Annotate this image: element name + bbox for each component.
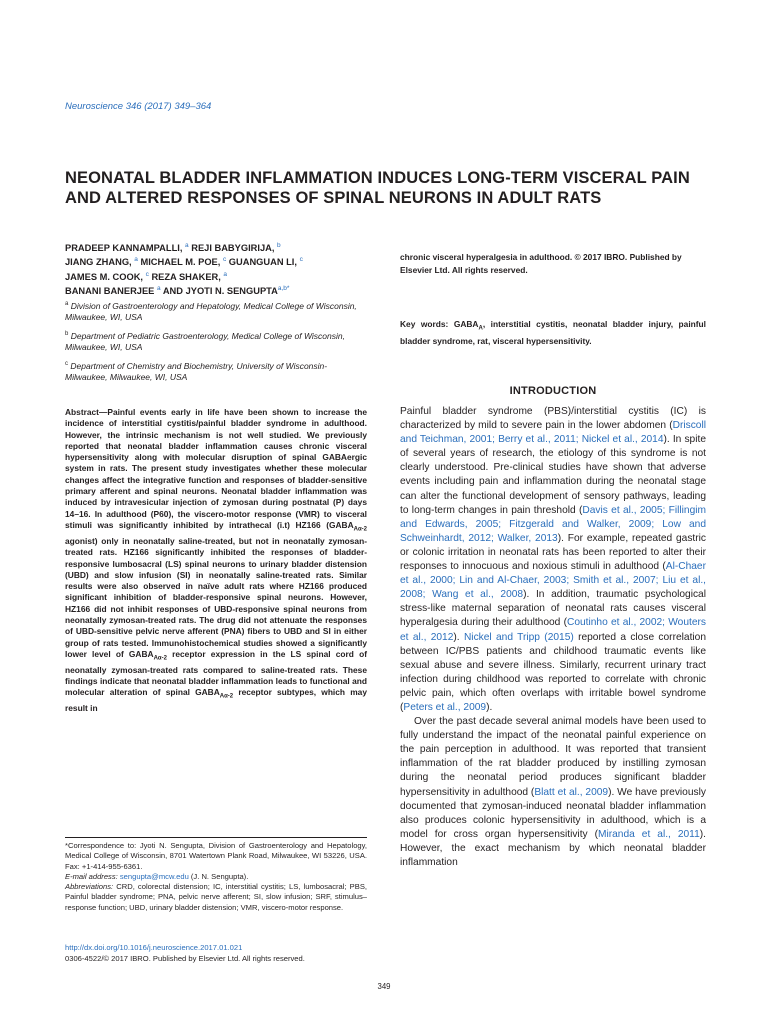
body-text: ). xyxy=(453,631,464,643)
email-suffix: (J. N. Sengupta). xyxy=(188,871,249,881)
affiliation-label: a xyxy=(65,301,69,307)
page-number: 349 xyxy=(377,982,391,991)
journal-reference[interactable]: Neuroscience 346 (2017) 349–364 xyxy=(65,101,212,112)
abstract-lead: Abstract— xyxy=(65,407,108,417)
abstract-subscript: Aα-2 xyxy=(153,655,167,662)
body-text: ). In spite of several years of research, the etiology of this syndrome is not clearly understood. Pre-clinical studies have shown that adverse events including pain and inflammation during the neonatal stage can alter the functional development of sensory pathways, leading to long-term changes in pain threshold ( xyxy=(400,434,706,516)
author-affiliation-mark[interactable]: c xyxy=(145,270,149,278)
author: JAMES M. COOK, xyxy=(65,271,143,282)
author-affiliation-mark[interactable]: b xyxy=(277,242,281,249)
abbreviations-label: Abbreviations: xyxy=(65,882,114,892)
abstract-text: agonist) only in neonatally saline-treated, but not in neonatally zymosan-treated rats. HZ166 significantly inhibited the responses of bladder-responsive lumbosacral (LS) spinal neurons to urinary bladder distension (UBD) and slow infusion (SI) in neonatally saline-treated rats. Similar results were also observed in naïve adult rats where HZ166 produced significant inhibition of bladder-responsive spinal neurons. However, HZ166 did not inhibit responses of UBD-responsive spinal neurons from neonatally zymosan-treated rats. The drug did not attenuate the responses of UBD-sensitive pelvic nerve afferent (PNA) fibers to UBD and SI in either group of rats tested. Immunohistochemical studies showed a significantly lower level of GABA xyxy=(65,535,367,659)
keywords-text: , interstitial cystitis, neonatal bladder injury, painful bladder syndrome, rat, visceral hypersensitivity. xyxy=(400,319,706,346)
introduction-body xyxy=(400,405,706,870)
citation-link[interactable]: Peters et al., 2009 xyxy=(403,701,487,713)
introduction-heading: INTRODUCTION xyxy=(509,385,597,397)
affiliation-text: Department of Chemistry and Biochemistry, University of Wisconsin-Milwaukee, Milwaukee, WI, USA xyxy=(65,360,328,382)
author-affiliation-mark[interactable]: a xyxy=(156,284,161,292)
email-line xyxy=(65,872,367,882)
author: REJI BABYGIRIJA, xyxy=(191,243,275,254)
abstract-subscript: Aα-2 xyxy=(219,694,234,701)
citation-link[interactable]: Nickel and Tripp (2015) xyxy=(463,631,574,643)
copyright-line: 0306-4522/© 2017 IBRO. Published by Elsevier Ltd. All rights reserved. xyxy=(65,953,305,963)
body-text: Painful bladder syndrome (PBS)/interstitial cystitis (IC) is characterized by mild to severe pain in the lower abdomen ( xyxy=(400,406,706,432)
abstract-text: receptor expression in the LS spinal cord of neonatally zymosan-treated rats compared to saline-treated rats. These findings indicate that neonatal bladder inflammation leads to functional and molecular alteration of spinal GABA xyxy=(65,648,367,698)
abbreviations-text: CRD, colorectal distension; IC, interstitial cystitis; LS, lumbosacral; PBS, Painful bladder syndrome; PNA, pelvic nerve afferent; SI, slow infusion; SRF, stimulus–response function; UBD, urinary bladder distension; VMR, viscero-motor response. xyxy=(65,882,367,912)
affiliation-label: c xyxy=(65,361,68,367)
abstract xyxy=(65,407,367,715)
body-text: ). For example, repeated gastric or colonic irritation in neonatal rats has been reported to alter their responses to innocuous and noxious stimuli in adulthood ( xyxy=(400,532,706,573)
author: PRADEEP KANNAMPALLI, xyxy=(65,243,183,254)
abstract-text: receptor subtypes, which may result in xyxy=(65,687,367,714)
author: BANANI BANERJEE xyxy=(65,285,155,296)
email-label: E-mail address: xyxy=(65,871,120,881)
author-affiliation-mark[interactable]: a xyxy=(134,256,138,264)
affiliation-text: Division of Gastroenterology and Hepatology, Medical College of Wisconsin, Milwaukee, WI, USA xyxy=(65,300,357,322)
abstract-subscript: Aα-2 xyxy=(353,526,367,533)
author-affiliation-mark[interactable]: c xyxy=(222,256,227,264)
body-text: Over the past decade several animal models have been used to fully understand the impact of the neonatal painful experience on the pain perception in adulthood. It was reported that transient inflammation of the rat bladder produced by instilling zymosan during the neonatal period produces significant bladder hypersensitivity in adulthood ( xyxy=(400,716,706,798)
correspondence-note: *Correspondence to: Jyoti N. Sengupta, Division of Gastroenterology and Hepatology, Medical College of Wisconsin, 8701 Watertown Plank Road, Milwaukee, WI 53226, USA. Fax: +1-414-955-6361. xyxy=(65,841,367,871)
abstract-continuation: chronic visceral hyperalgesia in adulthood. © 2017 IBRO. Published by Elsevier Ltd. All rights reserved. xyxy=(400,252,682,275)
body-text: ). However, the exact mechanism by which neonatal bladder inflammation xyxy=(400,828,706,868)
affiliation-label: b xyxy=(65,331,69,337)
citation-link[interactable]: Miranda et al., 2011 xyxy=(598,828,700,840)
author-affiliation-mark[interactable]: a xyxy=(185,242,189,249)
author: REZA SHAKER, xyxy=(151,271,221,282)
affiliation-text: Department of Pediatric Gastroenterology, Medical College of Wisconsin, Milwaukee, WI, USA xyxy=(65,330,345,352)
body-text: ). xyxy=(486,701,493,713)
author-affiliation-mark[interactable]: a,b* xyxy=(277,284,290,292)
keywords-label: Key words: GABA xyxy=(400,319,479,329)
footnote xyxy=(65,841,367,913)
article-title: NEONATAL BLADDER INFLAMMATION INDUCES LONG-TERM VISCERAL PAIN AND ALTERED RESPONSES OF SPINAL NEURONS IN ADULT RATS xyxy=(65,169,690,207)
body-text: ). In addition, traumatic psychological stress-like maternal separation of neonatal rats causes visceral hyperalgesia during their adulthood ( xyxy=(400,589,706,629)
citation-link[interactable]: Davis et al., 2005; Fillingim and Edwards, 2005; Fitzgerald and Walker, 2009; Low and Schweinhardt, 2012; Walker, 2013 xyxy=(400,504,707,544)
citation-link[interactable]: Blatt et al., 2009 xyxy=(534,786,609,798)
citation-link[interactable]: Driscoll and Teichman, 2001; Berry et al., 2011; Nickel et al., 2014 xyxy=(400,420,706,446)
affiliation-a xyxy=(65,299,365,323)
author: JIANG ZHANG, xyxy=(65,257,132,268)
author: MICHAEL M. POE, xyxy=(140,257,221,268)
body-text: ). We have previously documented that zymosan-induced neonatal bladder inflammation also produces colonic hypersensitivity in adulthood, which is a model for cross organ hypersensitivity ( xyxy=(400,786,706,840)
citation-link[interactable]: Al-Chaer et al., 2000; Lin and Al-Chaer, 2003; Smith et al., 2007; Liu et al., 2008; Wang et al., 2008 xyxy=(400,561,706,601)
introduction-paragraph-2 xyxy=(400,715,706,870)
citation-link[interactable]: Coutinho et al., 2002; Wouters et al., 2012 xyxy=(400,617,706,643)
abstract-text: Painful events early in life have been shown to increase the incidence of interstitial cystitis/painful bladder syndrome in adulthood. However, the intrinsic mechanism is not well studied. We previously reported that neonatal bladder inflammation causes chronic visceral hypersensitivity along with molecular disruption of spinal GABAergic system in rats. The present study investigates whether these molecular changes affect the integrative function and responses of bladder-sensitive primary afferent and spinal neurons. Neonatal bladder inflammation was induced by intravesicular injection of zymosan during postnatal (P) days 14–16. In adulthood (P60), the viscero-motor response (VMR) to visceral stimuli was significantly inhibited by intrathecal (i.t) HZ166 (GABA xyxy=(65,407,367,530)
author-list xyxy=(65,240,365,297)
author-affiliation-mark[interactable]: c xyxy=(299,256,303,264)
keywords-subscript: A xyxy=(478,325,483,332)
affiliation-b xyxy=(65,329,365,353)
doi-link[interactable]: http://dx.doi.org/10.1016/j.neuroscience.2017.01.021 xyxy=(65,943,243,952)
keywords xyxy=(400,318,706,347)
author: GUANGUAN LI, xyxy=(228,257,297,268)
doi-block xyxy=(65,943,385,964)
author: AND JYOTI N. SENGUPTA xyxy=(162,285,278,296)
introduction-paragraph-1 xyxy=(400,405,706,715)
abbreviations-note xyxy=(65,882,367,913)
email-link[interactable]: sengupta@mcw.edu xyxy=(119,871,189,881)
footnote-rule xyxy=(65,837,367,838)
affiliation-c xyxy=(65,359,365,383)
body-text: reported a close correlation between IC/PBS patients and childhood traumatic events like sexual abuse and severe illness. Similarly, recurrent urinary tract infection during childhood was reported to correlate with chronic pelvic pain, which often overlaps with irritable bowel syndrome ( xyxy=(400,631,706,713)
author-affiliation-mark[interactable]: a xyxy=(223,270,228,278)
